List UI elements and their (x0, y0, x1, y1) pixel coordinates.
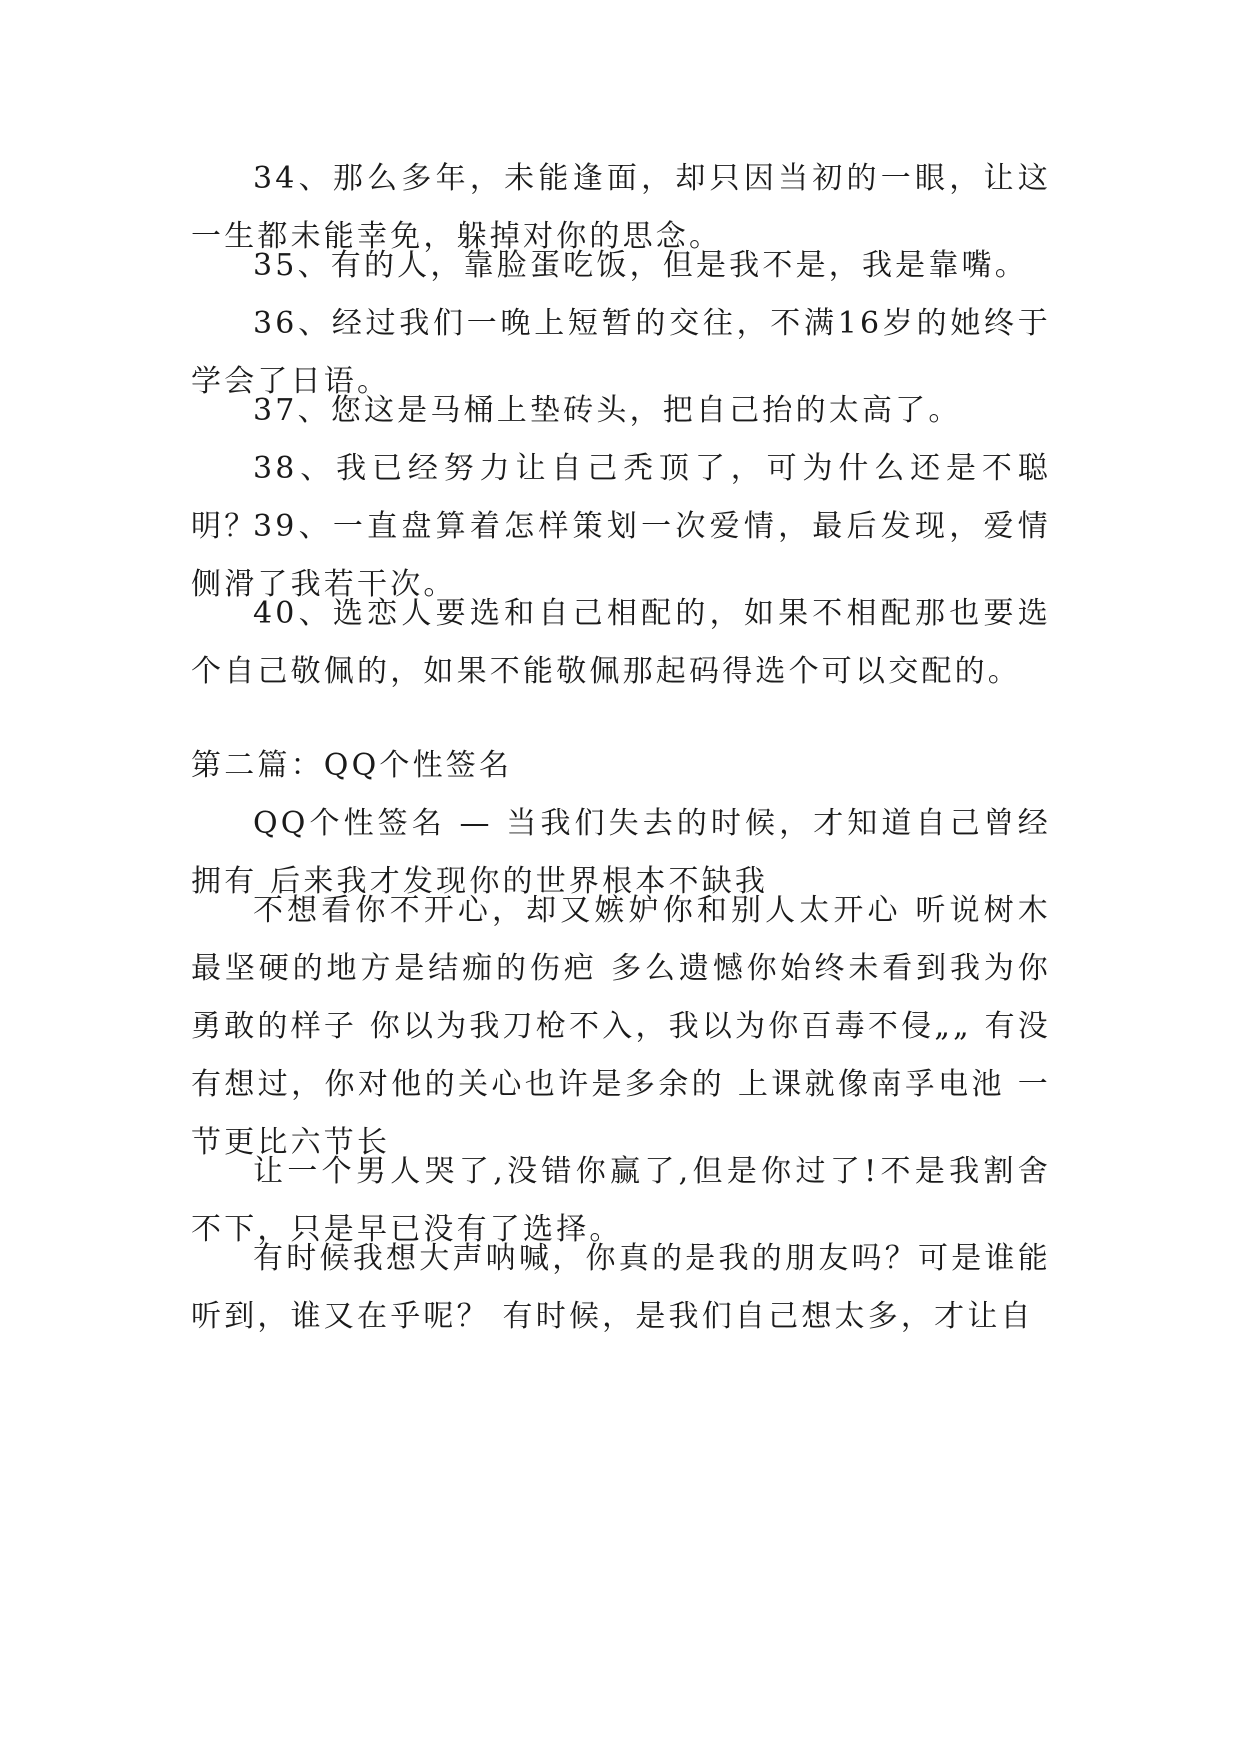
paragraph: 有时候我想大声呐喊，你真的是我的朋友吗？可是谁能听到，谁又在乎呢？ 有时候，是我们自己想太多，才让自 (191, 1241, 1051, 1334)
list-item: 36、经过我们一晚上短暂的交往，不满16岁的她终于学会了日语。 (191, 306, 1051, 399)
list-item: 34、那么多年，未能逢面，却只因当初的一眼，让这一生都未能幸免，躲掉对你的思念。 (191, 161, 1051, 254)
list-item: 38、我已经努力让自己秃顶了，可为什么还是不聪明？ (191, 451, 1051, 544)
paragraph: 不想看你不开心，却又嫉妒你和别人太开心 听说树木最坚硬的地方是结痂的伤疤 多么遗憾你始终未看到我为你勇敢的样子 你以为我刀枪不入，我以为你百毒不侵„„ 有没有想过，你对他的关心也许是多余的 上课就像南孚电池 一节更比六节长 (191, 893, 1051, 1160)
section-heading: 第二篇：QQ个性签名 (191, 748, 513, 783)
paragraph: 让一个男人哭了,没错你赢了,但是你过了!不是我割舍不下，只是早已没有了选择。 (191, 1154, 1051, 1247)
list-item: 39、一直盘算着怎样策划一次爱情，最后发现，爱情侧滑了我若干次。 (191, 509, 1051, 602)
paragraph: QQ个性签名 — 当我们失去的时候，才知道自己曾经拥有 后来我才发现你的世界根本不缺我 (191, 806, 1051, 899)
list-item: 40、选恋人要选和自己相配的，如果不相配那也要选个自己敬佩的，如果不能敬佩那起码得选个可以交配的。 (191, 596, 1051, 689)
list-item: 37、您这是马桶上垫砖头，把自己抬的太高了。 (253, 393, 962, 428)
list-item: 35、有的人，靠脸蛋吃饭，但是我不是，我是靠嘴。 (253, 248, 1028, 283)
